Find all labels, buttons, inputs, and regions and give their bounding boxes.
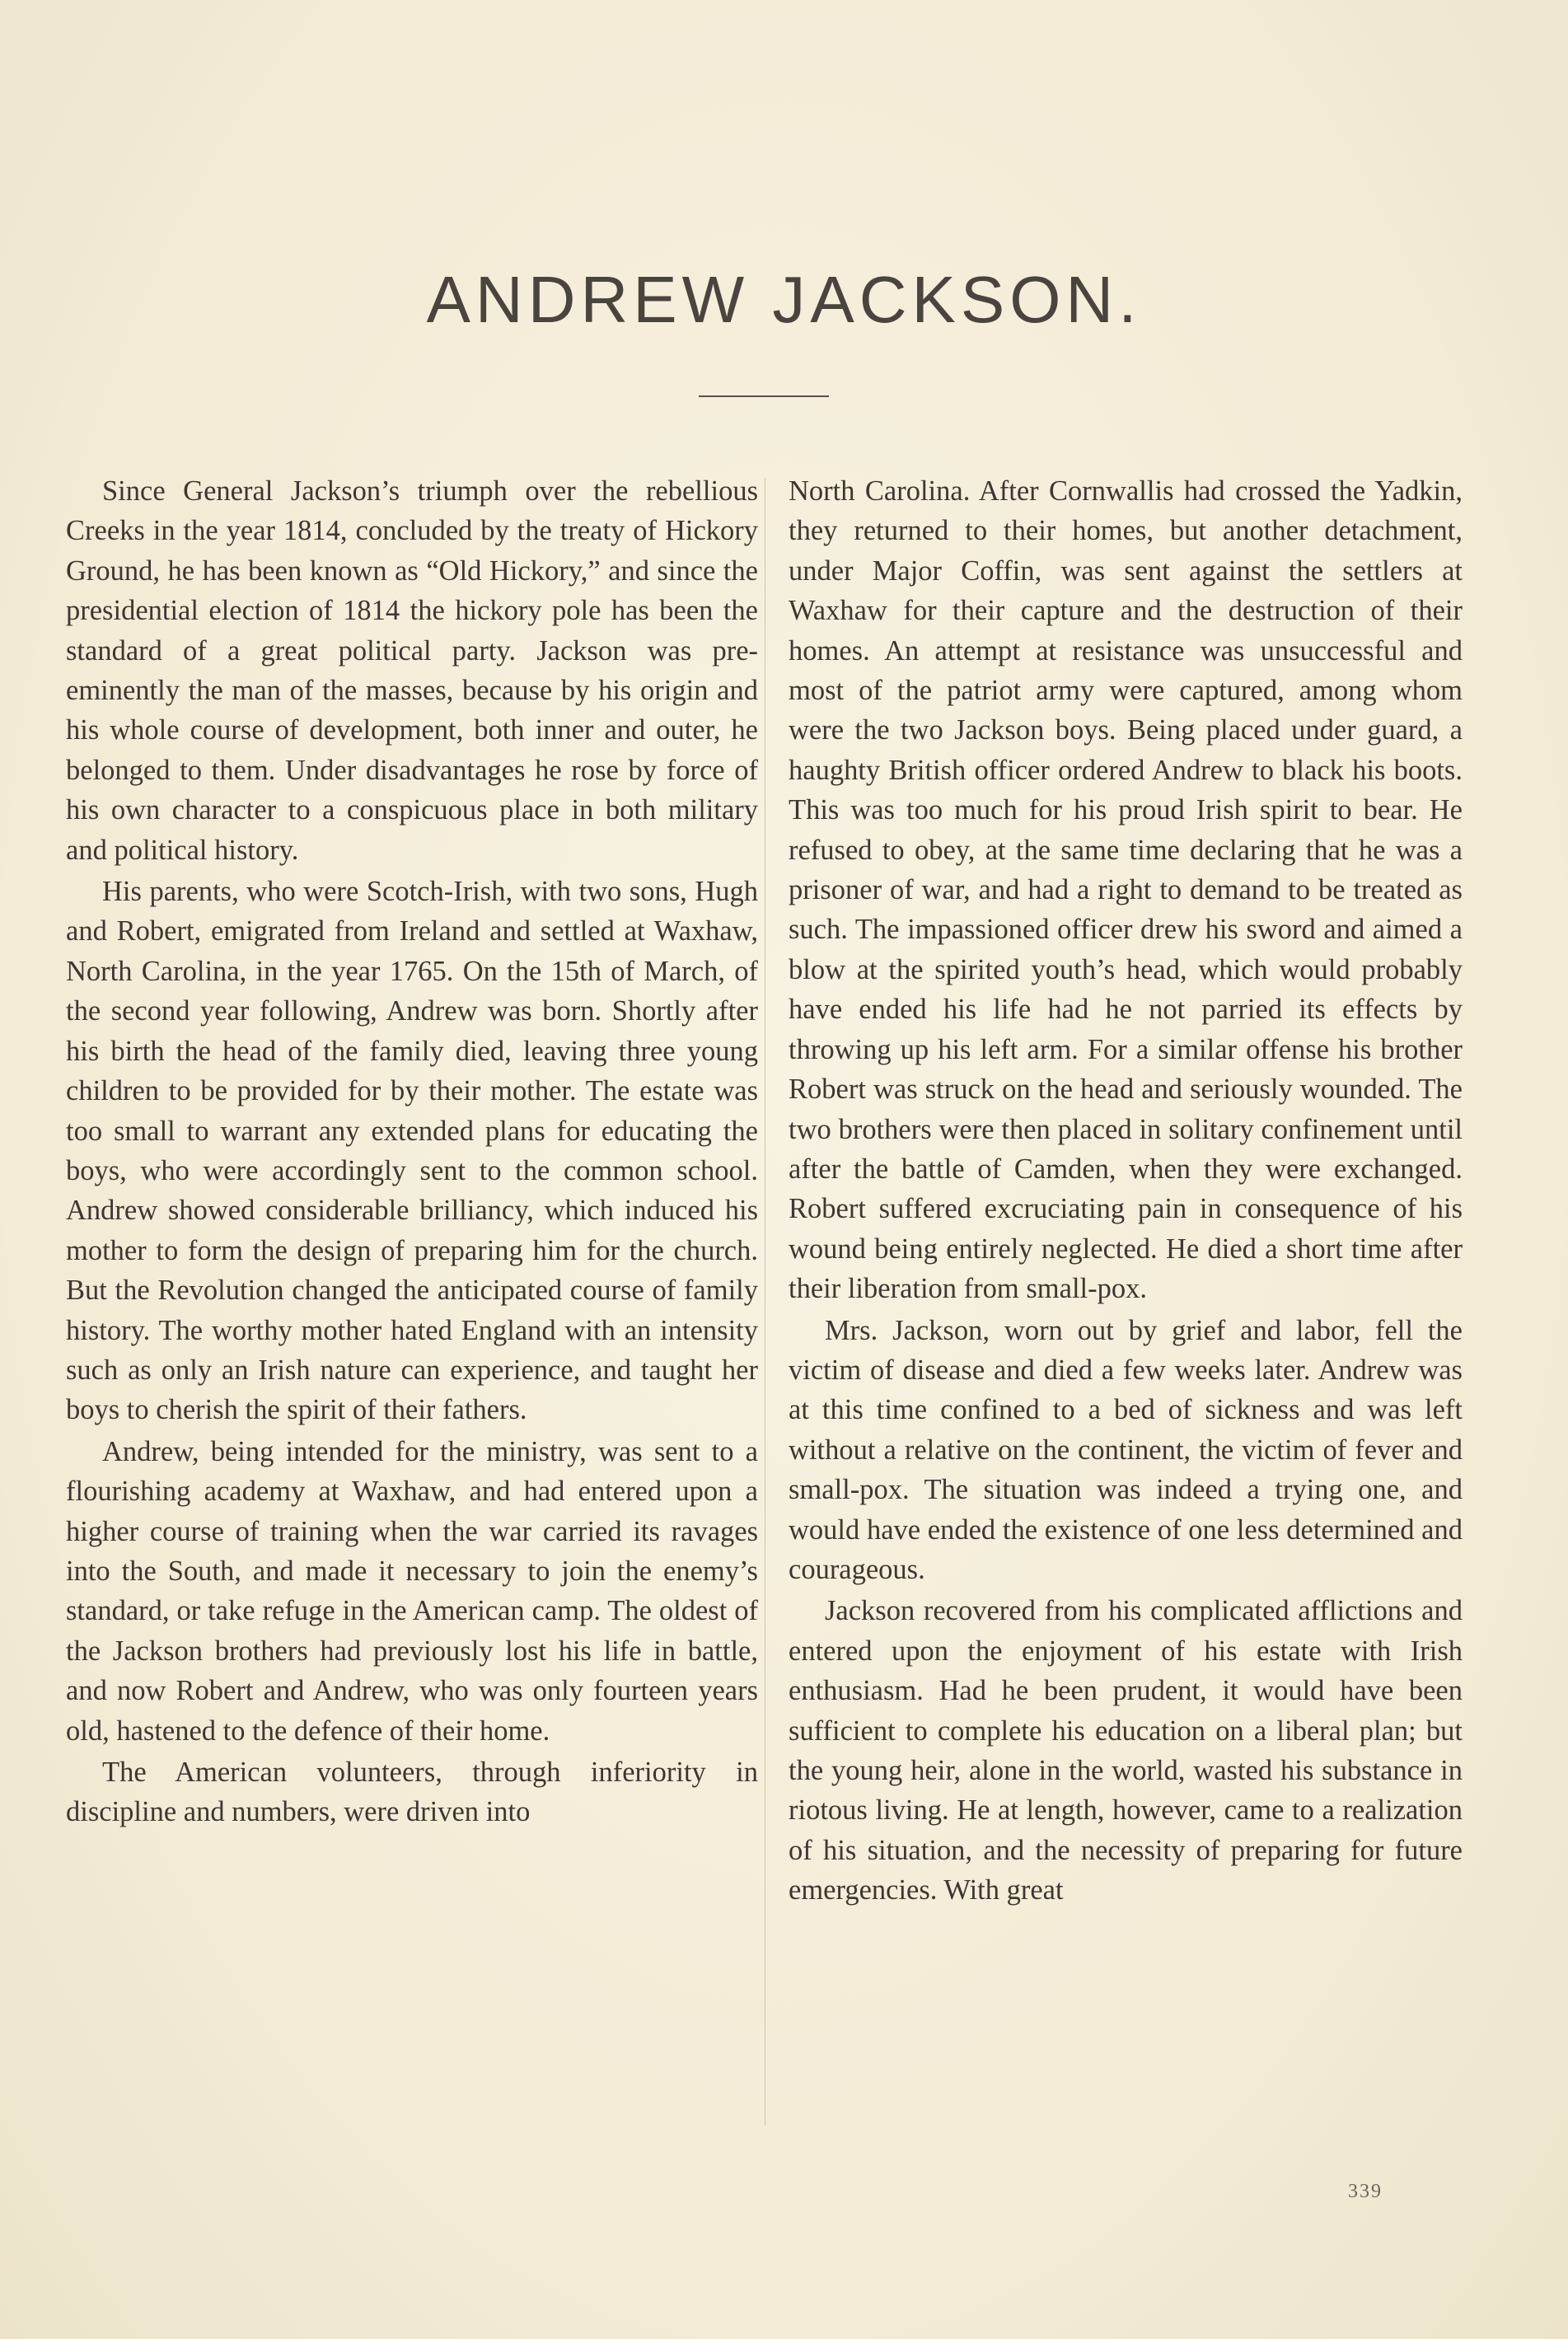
paragraph-recovery: Jackson recovered from his complicated afflictions and entered upon the enjoyment of his estate with Irish enthusiasm. Had he been prudent, it would have been sufficient to complete his education on a liberal plan; but the young heir, alone in the world, wasted his substance in riotous living. He at length, however, came to a realization of his situation, and the necessity of preparing for future emergencies. With great [789,1595,1463,1906]
paragraph-volunteers-continued: North Carolina. After Cornwallis had crossed the Yadkin, they returned to their homes, but another detachment, under Major Coffin, was sent against the settlers at Waxhaw for their capture and the destruction of their homes. An attempt at resistance was unsuccessful and most of the patriot army were captured, among whom were the two Jackson boys. Being placed under guard, a haughty British officer ordered Andrew to black his boots. This was too much for his proud Irish spirit to bear. He refused to obey, at the same time declaring that he was a prisoner of war, and had a right to demand to be treated as such. The impassioned officer drew his sword and aimed a blow at the spirited youth’s head, which would probably have ended his life had he not parried its effects by throwing up his left arm. For a similar offense his brother Robert was struck on the head and seriously wounded. The two brothers were then placed in solitary confinement until after the battle of Camden, when they were exchanged. Robert suffered excruciating pain in consequence of his wound being entirely neglected. He died a short time after their liberation from small-pox. [789,475,1463,1305]
page-number: 339 [1348,2181,1383,2202]
page-title: ANDREW JACKSON. [426,263,1142,336]
paragraph-creeks-triumph: Since General Jackson’s triumph over the rebellious Creeks in the year 1814, concluded by the treaty of Hickory Ground, he has been known as “Old Hickory,” and since the presidential election of 1814 the hickory pole has been the standard of a great political party. Jackson was pre-eminently the man of the masses, because by his origin and his whole course of development, both inner and outer, he belonged to them. Under disadvantages he rose by force of his own character to a conspicuous place in both military and political history. [66,475,758,866]
paragraph-mrs-jackson: Mrs. Jackson, worn out by grief and labor, fell the victim of disease and died a few weeks later. Andrew was at this time confined to a bed of sickness and was left without a relative on the continent, the victim of fever and small-pox. The situation was indeed a trying one, and would have ended the existence of one less determined and courageous. [789,1314,1463,1585]
left-text-column [66,471,758,1834]
title-divider-rule [699,395,829,397]
paragraph-academy: Andrew, being intended for the ministry, was sent to a flourishing academy at Waxhaw, and had entered upon a higher course of training when the war carried its ravages into the South, and made it necessary to join the enemy’s standard, or take refuge in the American camp. The oldest of the Jackson brothers had previously lost his life in battle, and now Robert and Andrew, who was only fourteen years old, hastened to the defence of their home. [66,1435,758,1747]
paragraph-parents: His parents, who were Scotch-Irish, with two sons, Hugh and Robert, emigrated from Ireland and settled at Waxhaw, North Carolina, in the year 1765. On the 15th of March, of the second year following, Andrew was born. Shortly after his birth the head of the family died, leaving three young children to be provided for by their mother. The estate was too small to warrant any extended plans for educating the boys, who were accordingly sent to the common school. Andrew showed considerable brilliancy, which induced his mother to form the design of preparing him for the church. But the Revolution changed the anticipated course of family history. The worthy mother hated England with an intensity such as only an Irish nature can experience, and taught her boys to cherish the spirit of their fathers. [66,876,758,1426]
paragraph-volunteers: The American volunteers, through inferiority in discipline and numbers, were driven into [66,1757,758,1828]
right-text-column [789,471,1463,1912]
